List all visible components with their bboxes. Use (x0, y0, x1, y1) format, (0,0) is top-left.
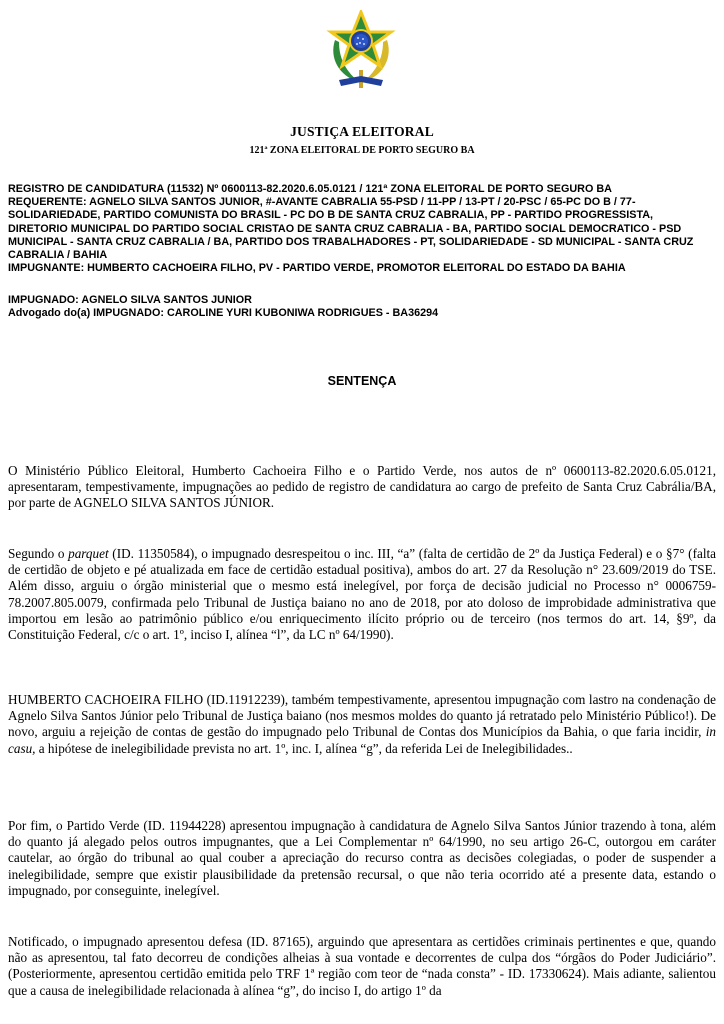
paragraph-3 (8, 692, 716, 757)
paragraph-3-in-casu: in casu, (8, 724, 716, 756)
case-impugnado: IMPUGNADO: AGNELO SILVA SANTOS JUNIOR (8, 294, 252, 306)
paragraph-2-parquet: parquet (68, 546, 109, 561)
paragraph-3-text-b: a hipótese de inelegibilidade prevista no art. 1º, inc. I, alínea “g”, da referida Lei de Inelegibilidades.. (35, 740, 573, 756)
paragraph-2-text-b: (ID. 11350584), o impugnado desrespeitou o inc. III, “a” (falta de certidão de 2º da Justiça Federal) e o §7° (falta de certidão de objeto e pé atualizada em face de certidão estadual positiva), ambos do art. 27 da Resolução n° 23.609/2019 do TSE. Além disso, arguiu o órgão ministerial que o mesmo está inelegível, por força de decisão judicial no Processo n° 0006759-78.2007.805.0079, confirmada pelo Tribunal de Justiça baiano no ano de 2018, por ato doloso de improbidade administrativa que importou em lesão ao patrimônio público e/ou enriquecimento ilícito próprio ou de terceiro (nos termos do art. 14, §9º, da Constituição Federal, c/c o art. 1º, inciso I, alínea “l”, da LC nº 64/1990). (8, 546, 717, 643)
case-registry: REGISTRO DE CANDIDATURA (11532) Nº 0600113-82.2020.6.05.0121 / 121ª ZONA ELEITORAL DE PORTO SEGURO BA (8, 183, 612, 195)
brasao-da-republica-icon (325, 10, 397, 92)
document-title: SENTENÇA (327, 374, 397, 388)
case-requerente: REQUERENTE: AGNELO SILVA SANTOS JUNIOR, #-AVANTE CABRALIA 55-PSD / 11-PP / 13-PT / 20-PSC / 65-PC DO B / 77-SOLIDARIEDADE, PARTIDO COMUNISTA DO BRASIL - PC DO B DE SANTA CRUZ CABRALIA, PP - PARTIDO PROGRESSISTA, DIRETORIO MUNICIPAL DO PARTIDO SOCIAL CRISTAO DE SANTA CRUZ CABRALIA - BA, PARTIDO SOCIAL DEMOCRATICO - PSD MUNICIPAL - SANTA CRUZ CABRALIA / BA, PARTIDO DOS TRABALHADORES - PT, SOLIDARIEDADE - SD MUNICIPAL - SANTA CRUZ CABRALIA / BAHIA (8, 196, 694, 262)
paragraph-3-text-a: HUMBERTO CACHOEIRA FILHO (ID.11912239), também tempestivamente, apresentou impugnação com lastro na condenação de Agnelo Silva Santos Júnior pelo Tribunal de Justiça baiano (nos mesmos moldes do quanto já retratado pelo Ministério Público!). De novo, arguiu a rejeição de contas de gestão do impugnado pelo Tribunal de Contas dos Municípios da Bahia, o que faria incidir, (8, 692, 716, 740)
paragraph-4: Por fim, o Partido Verde (ID. 11944228) apresentou impugnação à candidatura de Agnelo Silva Santos Júnior trazendo à tona, além do quanto já alegado pelos outros impugnantes, que a Lei Complementar nº 64/1990, no seu artigo 26-C, outorgou em caráter cautelar, ao órgão do tribunal ao qual couber a apreciação do recurso contra as decisões colegiadas, o poder de suspender a inelegibilidade, sempre que existir plausibilidade da pretensão recursal, o que não teria ocorrido até a presente data, estando o impugnado, por conseguinte, inelegível. (8, 818, 716, 898)
paragraph-2-text-a: Segundo o (8, 546, 69, 561)
court-title: JUSTIÇA ELEITORAL (290, 124, 434, 139)
case-header (8, 183, 708, 275)
paragraph-5: Notificado, o impugnado apresentou defesa (ID. 87165), arguindo que apresentara as certidões criminais pertinentes e que, quando não as apresentou, tal fato decorreu de condições alheias à sua vontade e decorrentes de culpa dos “órgãos do Poder Judiciário”. (Posteriormente, apresentou certidão emitida pelo TRF 1ª região com teor de “nada consta” - ID. 17330624). Mais adiante, salientou que a causa de inelegibilidade relacionada à alínea “g”, do inciso I, do artigo 1º da (8, 934, 716, 998)
case-impugnante: IMPUGNANTE: HUMBERTO CACHOEIRA FILHO, PV - PARTIDO VERDE, PROMOTOR ELEITORAL DO ESTADO DA BAHIA (8, 262, 626, 275)
paragraph-1: O Ministério Público Eleitoral, Humberto Cachoeira Filho e o Partido Verde, nos autos de nº 0600113-82.2020.6.05.0121, apresentaram, tempestivamente, impugnações ao pedido de registro de candidatura ao cargo de prefeito de Santa Cruz Cabrália/BA, por parte de AGNELO SILVA SANTOS JÚNIOR. (8, 463, 716, 511)
case-advogado: Advogado do(a) IMPUGNADO: CAROLINE YURI KUBONIWA RODRIGUES - BA36294 (8, 307, 439, 320)
case-parties (8, 294, 708, 320)
court-zone: 121ª ZONA ELEITORAL DE PORTO SEGURO BA (249, 145, 475, 156)
paragraph-2 (8, 546, 716, 643)
